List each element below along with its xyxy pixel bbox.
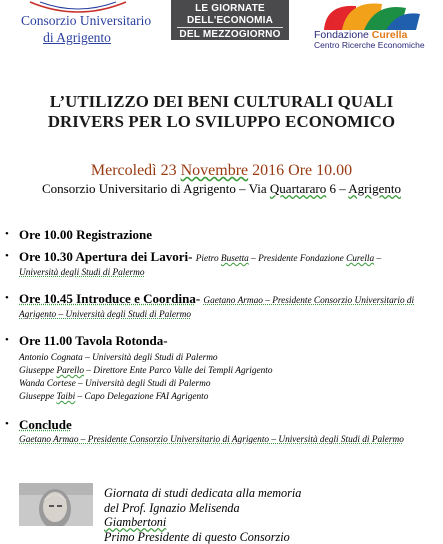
speaker-cortese: Wanda Cortese – Università degli Studi di Palermo xyxy=(19,379,211,389)
giornate-line3: DEL MEZZOGIORNO xyxy=(177,27,283,41)
speaker-part: Giuseppe xyxy=(19,392,57,402)
event-date-prefix: Mercoledì 23 xyxy=(90,162,181,179)
speaker-cognata: Antonio Cognata – Università degli Studi di Palermo xyxy=(19,353,218,363)
program-head: Ore 10.00 Registrazione xyxy=(19,227,152,242)
fondazione-curella-logo-mark xyxy=(316,0,424,30)
program-note-introduce: Gaetano Armao – Presidente Consorzio Universitario di xyxy=(203,296,415,306)
giornate-line2: DELL'ECONOMIA xyxy=(186,14,274,26)
program-head-text: Ore 10.30 Apertura dei Lavori xyxy=(19,249,189,264)
memoriam-surname: Giambertoni xyxy=(104,515,167,530)
program-dash: - xyxy=(163,333,168,348)
program-head-text: Ore 10.45 Introduce e Coordina xyxy=(19,291,196,306)
bullet: • xyxy=(5,334,9,346)
memoriam-line2-part: del Prof. Ignazio Melisenda xyxy=(104,500,240,515)
speaker-parello xyxy=(19,366,272,376)
program-head-introduce xyxy=(19,291,414,307)
event-date-month: Novembre xyxy=(180,162,249,179)
consorzio-name-line2: di Agrigento xyxy=(43,30,111,45)
fondazione-subtitle: Centro Ricerche Economiche xyxy=(314,40,425,50)
event-title-line2: DRIVERS PER LO SVILUPPO ECONOMICO xyxy=(47,112,396,131)
event-title-line1: L’UTILIZZO DEI BENI CULTURALI QUALI xyxy=(49,92,394,111)
program-note-apertura xyxy=(196,254,381,264)
event-title xyxy=(0,92,443,132)
venue-street: Quartararo xyxy=(269,181,327,196)
speaker-part: – Direttore Ente Parco Valle dei Templi Agrigento xyxy=(83,366,273,376)
event-date-suffix: 2016 Ore 10.00 xyxy=(248,162,353,179)
venue-part-a: Consorzio Universitario di Agrigento – Via xyxy=(42,181,270,196)
giornate-economia-logo xyxy=(171,0,289,40)
speaker-surname: Parello xyxy=(56,366,84,376)
conclude-head: Conclude xyxy=(19,417,72,432)
program-dash: - xyxy=(195,291,204,306)
program-head-tavola xyxy=(19,333,168,349)
event-date xyxy=(0,162,443,180)
consorzio-name-line1: Consorzio Universitario xyxy=(21,13,152,28)
memoriam-line3: Primo Presidente di questo Consorzio xyxy=(104,529,290,544)
note-name: Curella xyxy=(346,254,375,264)
bullet: • xyxy=(5,250,9,262)
bullet: • xyxy=(5,418,9,430)
curella-word: Curella xyxy=(371,29,408,41)
program-dash: - xyxy=(188,249,196,264)
bullet: • xyxy=(5,292,9,304)
memoriam-text xyxy=(104,486,301,544)
speaker-surname: Taibi xyxy=(56,392,76,402)
speaker-part: Giuseppe xyxy=(19,366,57,376)
fondazione-word: Fondazione xyxy=(314,29,369,41)
conclude-note: Gaetano Armao – Presidente Consorzio Universitario di Agrigento – Università degli Studi di Palermo xyxy=(19,435,404,445)
program-head-apertura xyxy=(19,249,381,265)
event-venue xyxy=(0,181,443,197)
program-note-continued: Agrigento – Università degli Studi di Palermo xyxy=(19,310,191,320)
consorzio-logo xyxy=(21,12,152,46)
portrait-photo xyxy=(19,483,93,526)
program-head-text: Ore 11.00 Tavola Rotonda xyxy=(19,333,164,348)
program-note-continued: Università degli Studi di Palermo xyxy=(19,268,145,278)
giornate-line1: LE GIORNATE xyxy=(195,3,265,14)
note-part: Pietro xyxy=(195,254,221,264)
note-name: Busetta xyxy=(220,254,249,264)
note-part: – xyxy=(374,254,382,264)
memoriam-line1: Giornata di studi dedicata alla memoria xyxy=(104,486,302,500)
venue-city: Agrigento xyxy=(348,181,401,196)
memoriam-line2 xyxy=(104,501,301,530)
speaker-taibi xyxy=(19,392,208,402)
speaker-part: – Capo Delegazione FAI Agrigento xyxy=(75,392,209,402)
fondazione-curella-logo xyxy=(314,30,434,50)
note-part: – Presidente Fondazione xyxy=(248,254,347,264)
venue-part-b: 6 – xyxy=(326,181,349,196)
bullet: • xyxy=(5,228,9,240)
